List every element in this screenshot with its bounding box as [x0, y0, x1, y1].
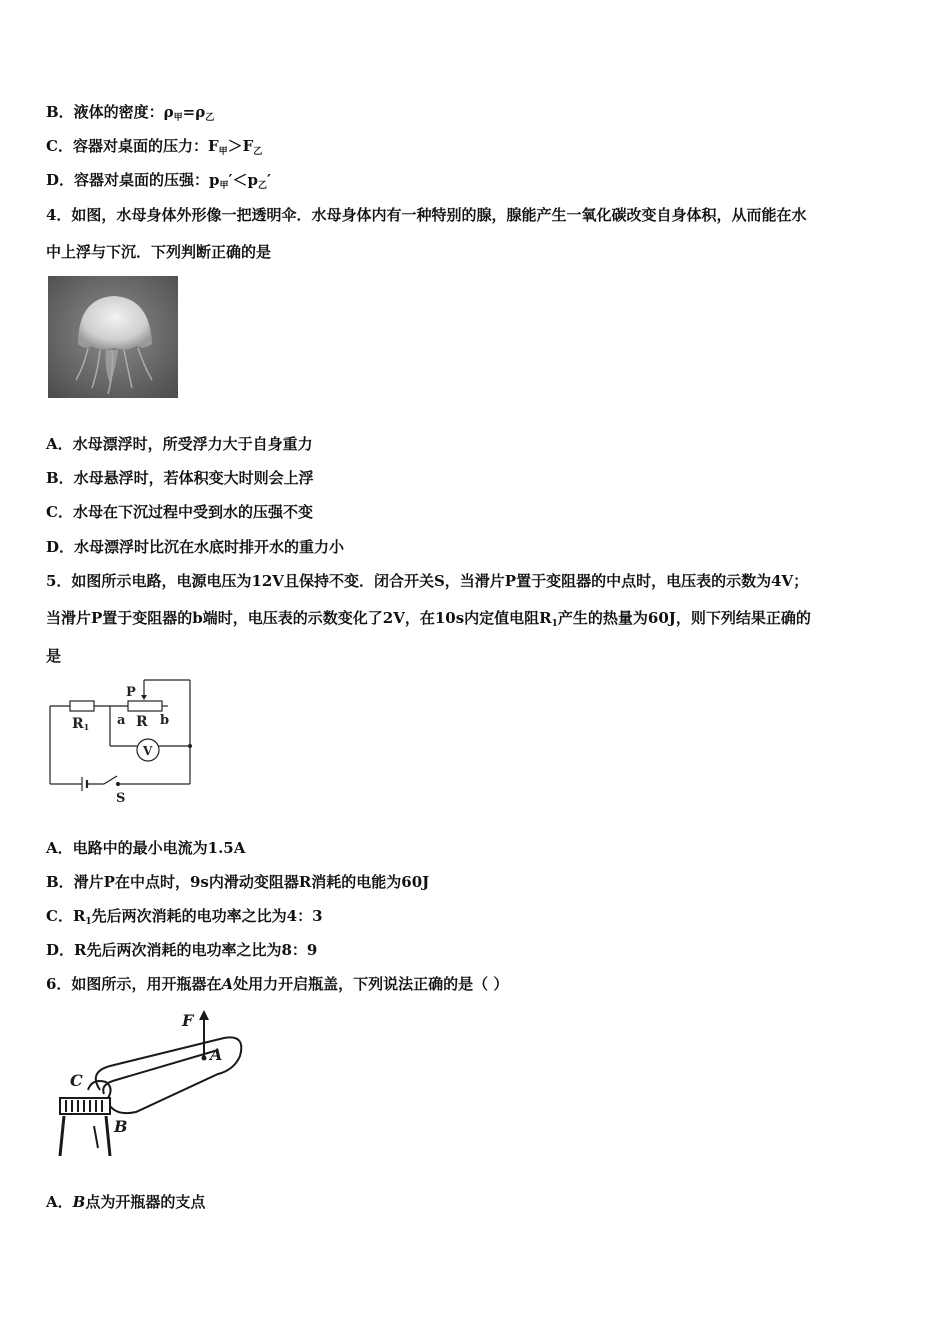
q4-stem-line-2: 中上浮与下沉．下列判断正确的是: [46, 243, 272, 261]
label-r: R: [136, 714, 148, 730]
rheostat-r: [128, 701, 162, 711]
q3-option-b: B．液体的密度：$\rho_甲=\rho_乙$: [46, 103, 215, 123]
label-s: S: [116, 791, 126, 806]
q4-option-b: B．水母悬浮时，若体积变大时则会上浮: [46, 469, 314, 487]
label-a: a: [117, 713, 126, 728]
jellyfish-photo: [48, 276, 178, 398]
label-a: A: [210, 1045, 223, 1064]
q6-option-a: A．B点为开瓶器的支点: [46, 1193, 206, 1211]
q5-option-a: A．电路中的最小电流为1.5A: [46, 839, 246, 857]
bottle-opener-figure: [48, 1008, 248, 1160]
q4-option-d: D．水母漂浮时比沉在水底时排开水的重力小: [46, 538, 345, 556]
q5-stem-line-1: 5．如图所示电路，电源电压为12V且保持不变．闭合开关S，当滑片P置于变阻器的中点时，电压表的示数为4V；: [46, 572, 809, 590]
label-r1: R1: [72, 716, 90, 732]
q4-option-c: C．水母在下沉过程中受到水的压强不变: [46, 503, 313, 521]
label-v: V: [143, 744, 153, 758]
q6-stem: 6．如图所示，用开瓶器在A处用力开启瓶盖，下列说法正确的是（ ）: [46, 975, 509, 993]
q5-stem-line-3: 是: [46, 647, 62, 665]
circuit-diagram: [44, 676, 200, 806]
q5-stem-line-2: 当滑片P置于变阻器的b端时，电压表的示数变化了2V，在10s内定值电阻$R_1$产生的热量为60J，则下列结果正确的: [46, 609, 811, 629]
q5-option-b: B．滑片P在中点时，9s内滑动变阻器R消耗的电能为60J: [46, 873, 430, 891]
q3-option-c: C．容器对桌面的压力：$F_甲>F_乙$: [46, 137, 263, 157]
q3-option-d: D．容器对桌面的压强：$p_甲'<p_乙'$: [46, 171, 271, 191]
label-f: F: [182, 1011, 194, 1030]
switch-s: [104, 776, 117, 784]
q5-option-d: D．R先后两次消耗的电功率之比为8：9: [46, 941, 318, 959]
label-b: B: [114, 1117, 128, 1136]
q4-option-a: A．水母漂浮时，所受浮力大于自身重力: [46, 435, 313, 453]
label-c: C: [70, 1071, 83, 1090]
label-p: P: [126, 685, 136, 700]
q4-stem-line-1: 4．如图，水母身体外形像一把透明伞．水母身体内有一种特别的腺，腺能产生一氧化碳改变自身体积，从而能在水: [46, 206, 807, 224]
label-b: b: [160, 713, 170, 728]
q5-option-c: C．$R_1$先后两次消耗的电功率之比为4：3: [46, 907, 323, 927]
resistor-r1: [70, 701, 94, 711]
